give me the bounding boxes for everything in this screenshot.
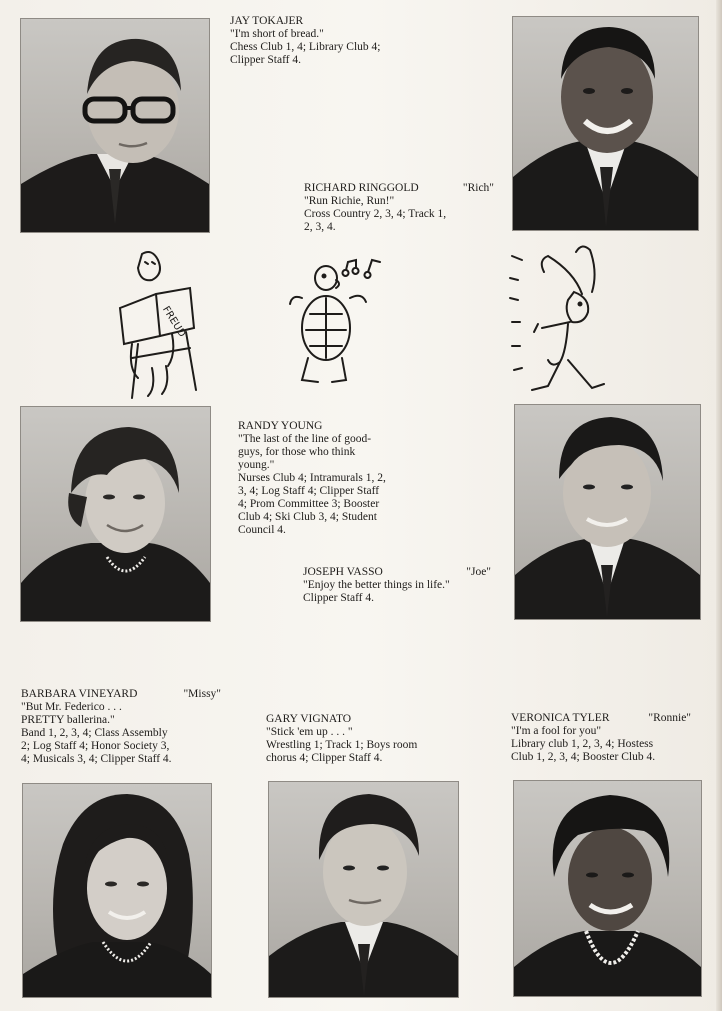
activities-line: 4; Prom Committee 3; Booster — [238, 498, 380, 510]
activities-line: Clipper Staff 4. — [230, 54, 302, 66]
entry-vasso — [303, 566, 491, 605]
student-name: RANDY YOUNG — [238, 420, 323, 432]
reader-sketch — [112, 248, 202, 403]
entry-vineyard — [21, 688, 221, 766]
quote-line: "I'm a fool for you" — [511, 725, 602, 737]
quote-line: "Run Richie, Run!" — [304, 195, 395, 207]
activities-line: Council 4. — [238, 524, 286, 536]
activities-line: Library club 1, 2, 3, 4; Hostess — [511, 738, 654, 750]
quote-line: guys, for those who think — [238, 446, 356, 458]
student-nickname: "Rich" — [462, 182, 494, 194]
student-name: JOSEPH VASSO — [303, 566, 383, 578]
portrait-ringgold — [512, 16, 699, 231]
book-label: FREUD — [159, 304, 188, 340]
quote-line: PRETTY ballerina." — [21, 714, 115, 726]
portrait-young — [20, 406, 211, 622]
student-name: RICHARD RINGGOLD — [304, 182, 419, 194]
student-name: BARBARA VINEYARD — [21, 688, 138, 700]
activities-line: Club 1, 2, 3, 4; Booster Club 4. — [511, 751, 656, 763]
activities-line: Chess Club 1, 4; Library Club 4; — [230, 41, 381, 53]
student-nickname: "Missy" — [183, 688, 221, 700]
activities-line: Nurses Club 4; Intramurals 1, 2, — [238, 472, 386, 484]
singing-turtle-sketch — [288, 258, 386, 390]
portrait-vasso — [514, 404, 701, 620]
entry-tyler — [511, 712, 691, 764]
student-name: GARY VIGNATO — [266, 713, 352, 725]
entry-vignato — [266, 713, 466, 765]
portrait-vineyard — [22, 783, 212, 998]
student-name: VERONICA TYLER — [511, 712, 610, 724]
activities-line: 2, 3, 4. — [304, 221, 336, 233]
portrait-tokajer — [20, 18, 210, 233]
activities-line: Clipper Staff 4. — [303, 592, 375, 604]
quote-line: "Enjoy the better things in life." — [303, 579, 450, 591]
quote-line: young." — [238, 459, 275, 471]
student-name: JAY TOKAJER — [230, 15, 304, 27]
page-edge — [716, 0, 722, 1011]
portrait-tyler — [513, 780, 702, 997]
entry-ringgold — [304, 182, 494, 234]
student-nickname: "Ronnie" — [648, 712, 691, 724]
activities-line: Club 4; Ski Club 3, 4; Student — [238, 511, 377, 523]
quote-line: "Stick 'em up . . . " — [266, 726, 353, 738]
quote-line: "The last of the line of good- — [238, 433, 372, 445]
activities-line: Wrestling 1; Track 1; Boys room — [266, 739, 418, 751]
running-hare-sketch — [508, 242, 608, 402]
student-nickname: "Joe" — [466, 566, 491, 578]
activities-line: Cross Country 2, 3, 4; Track 1, — [304, 208, 447, 220]
activities-line: 4; Musicals 3, 4; Clipper Staff 4. — [21, 753, 172, 765]
quote-line: "I'm short of bread." — [230, 28, 324, 40]
entry-tokajer — [230, 15, 440, 67]
entry-young — [238, 420, 448, 537]
quote-line: "But Mr. Federico . . . — [21, 701, 122, 713]
activities-line: chorus 4; Clipper Staff 4. — [266, 752, 383, 764]
activities-line: Band 1, 2, 3, 4; Class Assembly — [21, 727, 168, 739]
portrait-vignato — [268, 781, 459, 998]
activities-line: 2; Log Staff 4; Honor Society 3, — [21, 740, 170, 752]
activities-line: 3, 4; Log Staff 4; Clipper Staff — [238, 485, 380, 497]
